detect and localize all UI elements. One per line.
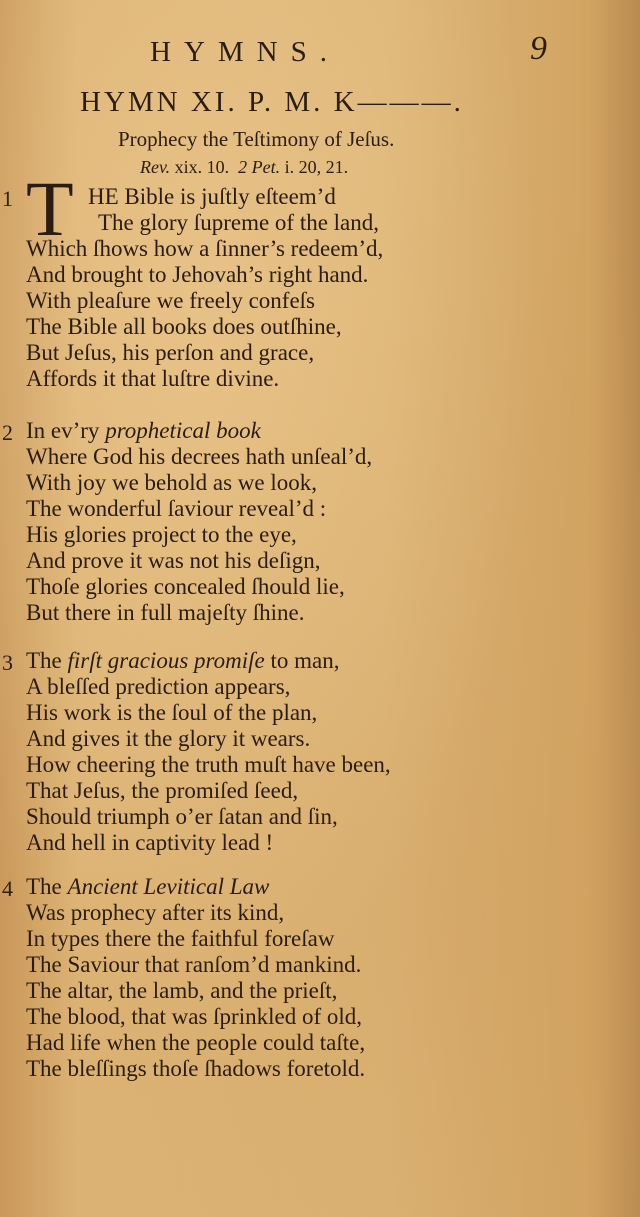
verse-4-line-1 [26,874,269,900]
verse-3-line-3: His work is the ſoul of the plan, [26,700,318,725]
verse-4-line-2: Was prophecy after its kind, [26,900,285,925]
verse-3-line-1-text: The [26,648,68,673]
drop-cap: T [26,165,74,252]
verse-3-line-2: A bleſſed prediction appears, [26,674,291,699]
verse-3-line-4: And gives it the glory it wears. [26,726,311,751]
verse-number-3: 3 [2,650,13,675]
verse-4-line-3: In types there the faithful foreſaw [26,926,335,951]
verse-3-line-7: Should triumph o’er ſatan and ſin, [26,804,338,829]
verse-4-line-6: The blood, that was ſprinkled of old, [26,1004,362,1029]
verse-number-4: 4 [2,876,13,901]
verse-number-1: 1 [2,186,13,211]
verse-2-line-1-text: In ev’ry [26,418,106,443]
verse-4-line-1-text: The [26,874,68,899]
verse-1-line-1: HE Bible is juſtly eſteem’d [88,184,336,209]
verse-3-line-1-end: to man, [264,648,340,673]
verse-2-line-5: His glories project to the eye, [26,522,297,547]
reference-book-pet: 2 Pet. [238,157,281,177]
hymn-subtitle: Prophecy the Teſtimony of Jeſus. [118,127,395,151]
scripture-reference [140,157,348,178]
verse-4-line-7: Had life when the people could taſte, [26,1030,366,1055]
verse-1-line-5: With pleaſure we freely confeſs [26,288,315,313]
verse-3-italic-phrase: firſt gracious promiſe [67,648,265,673]
verse-4-line-5: The altar, the lamb, and the prieſt, [26,978,338,1003]
verse-2-line-2: Where God his decrees hath unſeal’d, [26,444,373,469]
verse-1-line-3: Which ſhows how a ſinner’s redeem’d, [26,236,384,261]
hymn-title: HYMN XI. P. M. K———. [80,86,464,118]
verse-1-line-7: But Jeſus, his perſon and grace, [26,340,315,365]
reference-book-rev: Rev. [140,157,171,177]
verse-2-line-6: And prove it was not his deſign, [26,548,321,573]
verse-2-line-4: The wonderful ſaviour reveal’d : [26,496,327,521]
verse-2-line-3: With joy we behold as we look, [26,470,317,495]
verse-number-2: 2 [2,420,13,445]
verse-1-line-4: And brought to Jehovah’s right hand. [26,262,369,287]
verse-2-line-1 [26,418,261,444]
verse-3-line-5: How cheering the truth muſt have been, [26,752,391,777]
verse-4-line-4: The Saviour that ranſom’d mankind. [26,952,362,977]
verse-1-line-2: The glory ſupreme of the land, [98,210,380,235]
verse-2-italic-phrase: prophetical book [105,418,261,443]
page-number: 9 [530,30,547,67]
verse-4-italic-phrase: Ancient Levitical Law [67,874,270,899]
running-head: HYMNS. [150,36,340,68]
reference-rev-chapter: xix. 10. [174,157,230,177]
verse-3-line-1 [26,648,339,674]
verse-1-line-6: The Bible all books does outſhine, [26,314,342,339]
verse-3-line-8: And hell in captivity lead ! [26,830,274,855]
verse-2-line-7: Thoſe glories concealed ſhould lie, [26,574,345,599]
verse-4-line-8: The bleſſings thoſe ſhadows foretold. [26,1056,366,1081]
reference-pet-chapter: i. 20, 21. [284,157,349,177]
verse-2-line-8: But there in full majeſty ſhine. [26,600,305,625]
verse-3-line-6: That Jeſus, the promiſed ſeed, [26,778,299,803]
verse-1-line-8: Affords it that luſtre divine. [26,366,280,391]
